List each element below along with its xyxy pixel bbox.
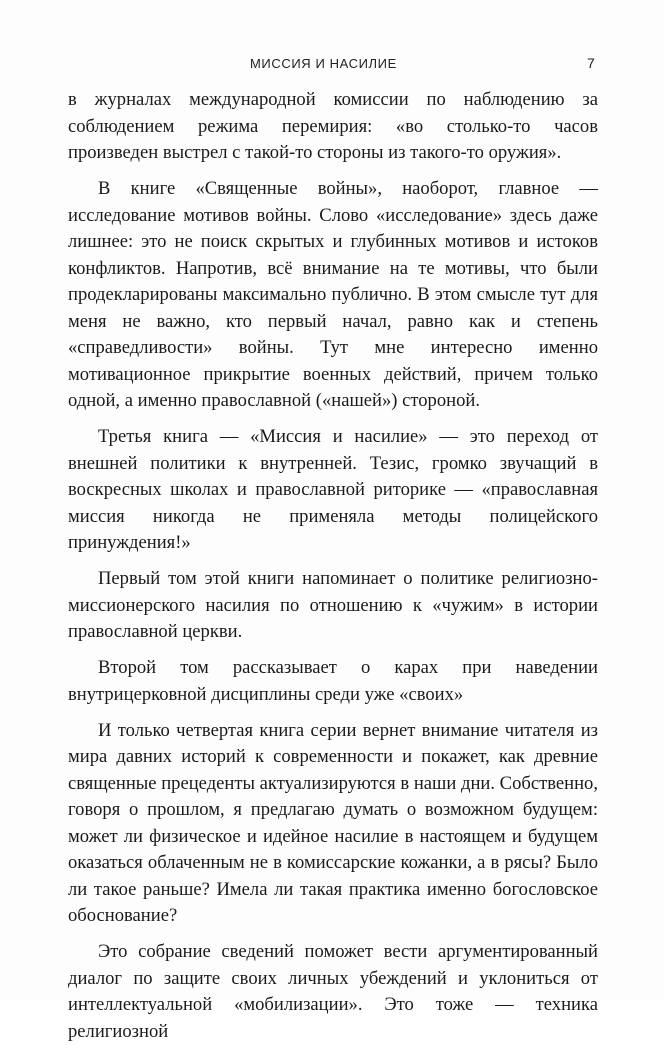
paragraph-4: Первый том этой книги напоминает о политике религиозно-миссионерского насилия по отношению к «чужим» в истории православной церкви. (68, 568, 598, 642)
paragraph-6: И только четвертая книга серии вернет внимание читателя из мира давних историй к современности и покажет, как древние священные прецеденты актуализируются в наши дни. Собственно, говоря о прошлом, я предлагаю думать о возможном будущем: может ли физическое и идейное насилие в настоящем и будущем оказаться облаченным не в комиссарские кожанки, а в рясы? Было ли такое раньше? Имела ли такая практика именно богословское обоснование? (68, 719, 598, 926)
paragraph-2: В книге «Священные войны», наоборот, главное — исследование мотивов войны. Слово «исследование» здесь даже лишнее: это не поиск скрытых и глубинных мотивов и истоков конфликтов. Напротив, всё внимание на те мотивы, что были продекларированы максимально публично. В этом смысле тут для меня не важно, кто первый начал, равно как и степень «справедливости» войны. Тут мне интересно именно мотивационное прикрытие военных действий, причем только одной, а именно православной («нашей») стороной. (68, 178, 598, 411)
paragraph-5: Второй том рассказывает о карах при наведении внутрицерковной дисциплины среди уже «своих» (68, 657, 598, 705)
body-text (68, 87, 598, 1055)
paragraph-3: Третья книга — «Миссия и насилие» — это переход от внешней политики к внутренней. Тезис, громко звучащий в воскресных школах и православной риторике — «православная миссия никогда не применяла методы полицейского принуждения!» (68, 426, 598, 553)
paragraph-7: Это собрание сведений поможет вести аргументированный диалог по защите своих личных убеждений и уклониться от интеллектуальной «мобилизации». Это тоже — техника религиозной (68, 941, 598, 1042)
running-title: МИССИЯ И НАСИЛИЕ (250, 56, 397, 71)
paragraph-1: в журналах международной комиссии по наблюдению за соблюдением режима перемирия: «во столько-то часов произведен выстрел с такой-то стороны из такого-то оружия». (68, 89, 598, 163)
page-number: 7 (587, 55, 595, 71)
